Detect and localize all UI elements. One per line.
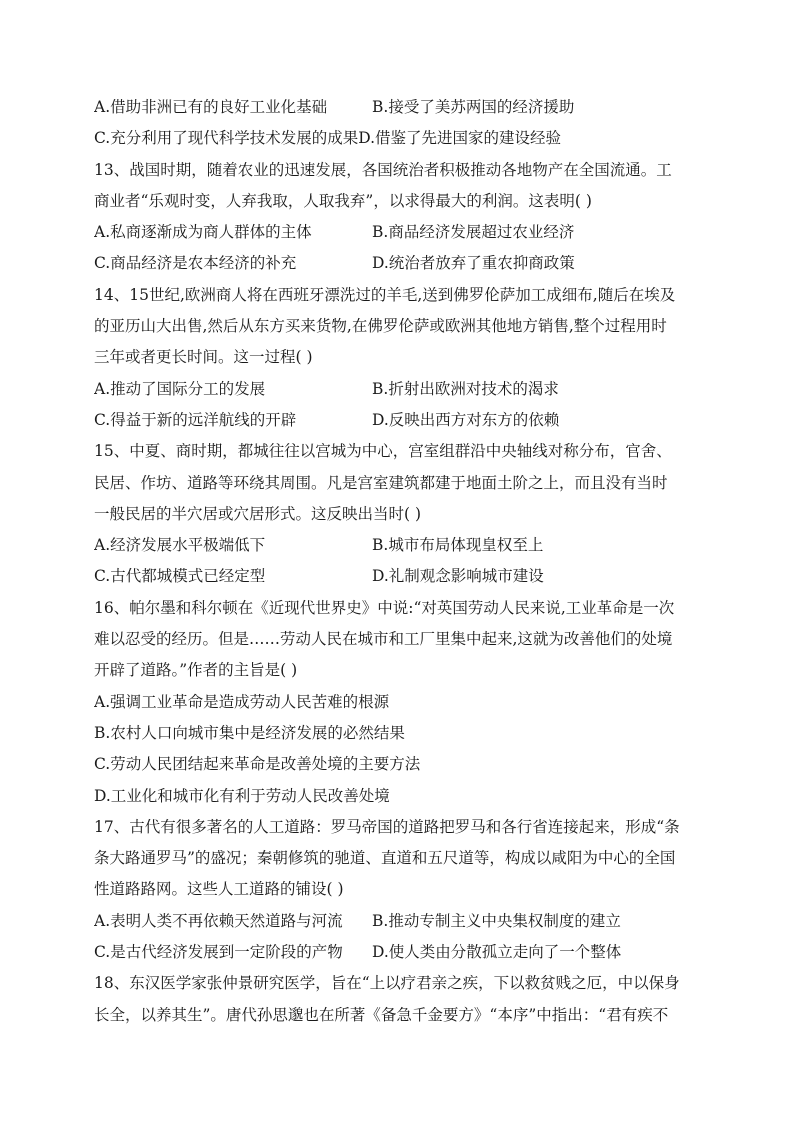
q15-stem-line-1: 15、中夏、商时期，都城往往以宫城为中心，宫室组群沿中央轴线对称分布，官舍、: [94, 442, 672, 461]
q16-option-c: C.劳动人民团结起来革命是改善处境的主要方法: [94, 755, 421, 774]
q17-option-d: D.使人类由分散孤立走向了一个整体: [372, 943, 622, 962]
q15-option-a: A.经济发展水平极端低下: [94, 536, 266, 555]
q13-option-b: B.商品经济发展超过农业经济: [372, 223, 575, 242]
q13-options-row-2: [94, 248, 704, 279]
q17-options-row-2: [94, 937, 704, 968]
q15-option-c: C.古代都城模式已经定型: [94, 567, 266, 586]
q13-stem-line-1: 13、战国时期，随着农业的迅速发展，各国统治者积极推动各地物产在全国流通。工: [94, 160, 672, 179]
q14-options-row-2: [94, 405, 704, 436]
q17-options-row-1: [94, 906, 704, 937]
q16-stem-line-3: 开辟了道路。”作者的主旨是( ): [94, 661, 298, 680]
q14-option-c: C.得益于新的远洋航线的开辟: [94, 410, 297, 429]
q12-option-d: D.借鉴了先进国家的建设经验: [358, 129, 562, 148]
q15-stem-line-2: 民居、作坊、道路等环绕其周围。凡是宫室建筑都建于地面土阶之上，而且没有当时: [94, 473, 668, 492]
q12-options-row-1: [94, 92, 704, 123]
q16-option-a: A.强调工业革命是造成劳动人民苦难的根源: [94, 692, 390, 711]
q13-option-c: C.商品经济是农本经济的补充: [94, 254, 297, 273]
q14-stem-line-3: 三年或者更长时间。这一过程( ): [94, 348, 313, 367]
q17-option-b: B.推动专制主义中央集权制度的建立: [372, 911, 621, 930]
q13-option-d: D.统治者放弃了重农抑商政策: [372, 254, 575, 273]
q13-options-row-1: [94, 217, 704, 248]
q17-stem-line-1: 17、古代有很多著名的人工道路：罗马帝国的道路把罗马和各行省连接起来，形成“条: [94, 817, 680, 836]
q15-option-d: D.礼制观念影响城市建设: [372, 567, 544, 586]
q17-option-a: A.表明人类不再依赖天然道路与河流: [94, 911, 343, 930]
q12-option-c: C.充分利用了现代科学技术发展的成果: [94, 129, 359, 148]
q17-stem-line-2: 条大路通罗马”的盛况；秦朝修筑的驰道、直道和五尺道等，构成以咸阳为中心的全国: [94, 849, 676, 868]
q18-stem-line-2: 长全，以养其生”。唐代孙思邈也在所著《备急千金要方》“本序”中指出：“君有疾不: [94, 1005, 669, 1024]
q14-stem-line-2: 的亚历山大出售,然后从东方买来货物,在佛罗伦萨或欧洲其他地方销售,整个过程用时: [94, 317, 667, 336]
q13-option-a: A.私商逐渐成为商人群体的主体: [94, 223, 312, 242]
q15-options-row-1: [94, 530, 704, 561]
q14-option-d: D.反映出西方对东方的依赖: [372, 410, 560, 429]
q14-stem-line-1: 14、15世纪,欧洲商人将在西班牙漂洗过的羊毛,送到佛罗伦萨加工成细布,随后在埃及: [94, 285, 676, 304]
q12-option-a: A.借助非洲已有的良好工业化基础: [94, 98, 328, 116]
q15-options-row-2: [94, 561, 704, 592]
q15-option-b: B.城市布局体现皇权至上: [372, 536, 544, 555]
q14-option-b: B.折射出欧洲对技术的渴求: [372, 379, 559, 398]
q17-stem-line-3: 性道路路网。这些人工道路的铺设( ): [94, 880, 344, 899]
question-list: [94, 92, 704, 1031]
q14-options-row-1: [94, 374, 704, 405]
q16-stem-line-1: 16、帕尔墨和科尔顿在《近现代世界史》中说:“对英国劳动人民来说,工业革命是一次: [94, 598, 675, 617]
q16-stem-line-2: 难以忍受的经历。但是……劳动人民在城市和工厂里集中起来,这就为改善他们的处境: [94, 630, 673, 649]
q18-stem-line-1: 18、东汉医学家张仲景研究医学，旨在“上以疗君亲之疾，下以救贫贱之厄，中以保身: [94, 974, 680, 993]
q16-option-d: D.工业化和城市化有利于劳动人民改善处境: [94, 786, 390, 805]
q12-option-b: B.接受了美苏两国的经济援助: [372, 98, 575, 116]
q14-option-a: A.推动了国际分工的发展: [94, 379, 266, 398]
q15-stem-line-3: 一般民居的半穴居或穴居形式。这反映出当时( ): [94, 504, 422, 523]
q13-stem-line-2: 商业者“乐观时变，人弃我取，人取我弃”，以求得最大的利润。这表明( ): [94, 191, 592, 210]
q16-option-b: B.农村人口向城市集中是经济发展的必然结果: [94, 723, 405, 742]
q12-options-row-2: [94, 123, 704, 154]
q17-option-c: C.是古代经济发展到一定阶段的产物: [94, 943, 343, 962]
